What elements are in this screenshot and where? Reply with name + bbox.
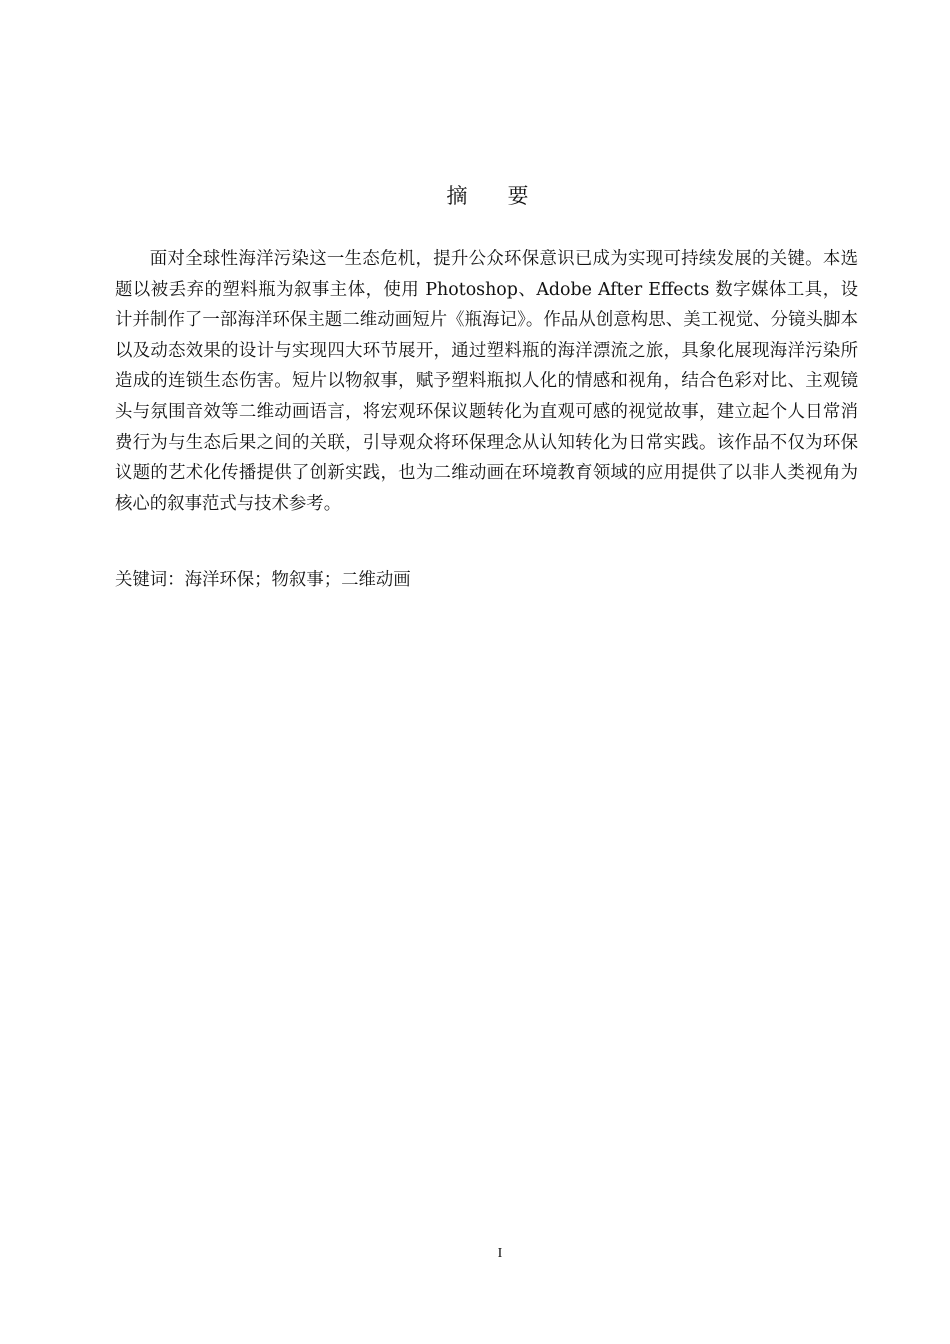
- abstract-title: [0, 180, 950, 210]
- page-number: I: [497, 1246, 503, 1261]
- keywords-value: 海洋环保；物叙事；二维动画: [184, 570, 411, 590]
- title-char-2: 要: [507, 184, 529, 208]
- keywords-label: 关键词：: [115, 570, 185, 590]
- abstract-body: 面对全球性海洋污染这一生态危机，提升公众环保意识已成为实现可持续发展的关键。本选题以被丢弃的塑料瓶为叙事主体，使用 Photoshop、Adobe After Effects 数字媒体工具，设计并制作了一部海洋环保主题二维动画短片《瓶海记》。作品从创意构思、美工视觉、分镜头脚本以及动态效果的设计与实现四大环节展开，通过塑料瓶的海洋漂流之旅，具象化展现海洋污染所造成的连锁生态伤害。短片以物叙事，赋予塑料瓶拟人化的情感和视角，结合色彩对比、主观镜头与氛围音效等二维动画语言，将宏观环保议题转化为直观可感的视觉故事，建立起个人日常消费行为与生态后果之间的关联，引导观众将环保理念从认知转化为日常实践。该作品不仅为环保议题的艺术化传播提供了创新实践，也为二维动画在环境教育领域的应用提供了以非人类视角为核心的叙事范式与技术参考。: [115, 249, 858, 514]
- keywords-line: [115, 565, 858, 595]
- title-char-1: 摘: [446, 184, 468, 208]
